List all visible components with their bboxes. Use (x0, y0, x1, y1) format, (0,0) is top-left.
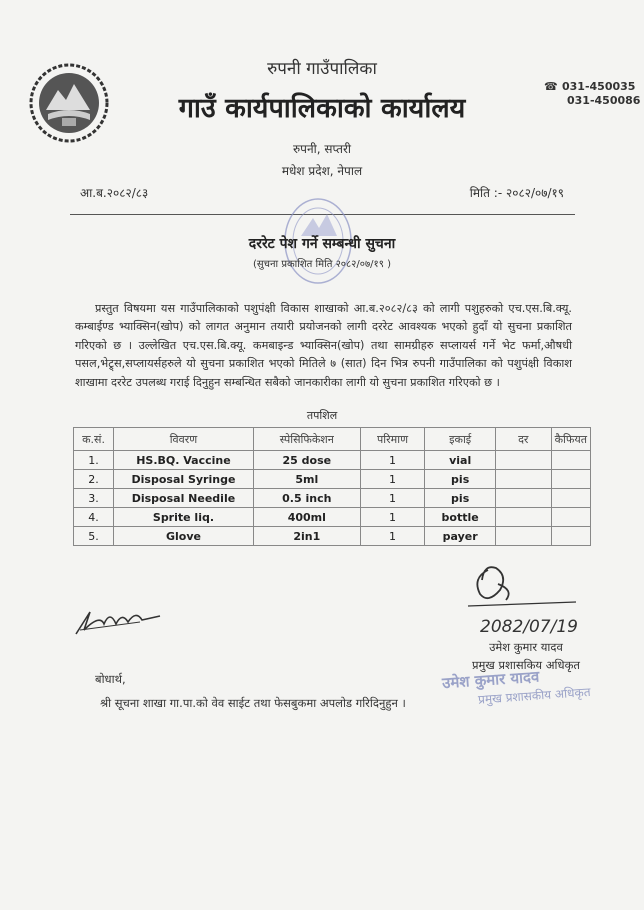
cell-sn: 4. (74, 508, 114, 527)
cell-spec: 400ml (253, 508, 360, 527)
cell-remarks (551, 508, 590, 527)
cell-sn: 3. (74, 489, 114, 508)
cell-spec: 0.5 inch (253, 489, 360, 508)
header-sn: क.सं. (74, 428, 114, 451)
reference-number: आ.ब.२०८२/८३ (80, 186, 149, 200)
cell-spec: 2in1 (253, 527, 360, 546)
phone-icon: ☎ (544, 80, 558, 93)
cell-item: Disposal Needile (114, 489, 254, 508)
cc-heading: बोधार्थ, (95, 672, 126, 686)
header-spec: स्पेसिफिकेशन (253, 428, 360, 451)
cell-unit: vial (425, 451, 496, 470)
table-header-row (74, 428, 591, 451)
municipality-name: रुपनी गाउँपालिका (267, 59, 377, 79)
cell-spec: 25 dose (253, 451, 360, 470)
cell-unit: pis (425, 470, 496, 489)
officer-signature (458, 560, 593, 642)
notice-subtitle: (सुचना प्रकाशित मिति २०८२/०७/१९ ) (252, 259, 392, 270)
table-row (74, 470, 591, 489)
cell-qty: 1 (360, 527, 425, 546)
cell-rate (495, 489, 551, 508)
cell-rate (495, 470, 551, 489)
cell-remarks (551, 489, 590, 508)
officer-name: उमेश कुमार यादव (489, 640, 563, 654)
header-unit: इकाई (425, 428, 496, 451)
notice-body: प्रस्तुत विषयमा यस गाउँपालिकाको पशुपंक्षी विकास शाखाको आ.ब.२०८२/८३ को लागी पशुहरुको एच.एस.बि.क्यू. कम्बाईण्ड भ्याक्सिन(खोप) को लागत अनुमान तयारी प्रयोजनको लागी दररेट आवश्यक भएको हुदाँ यो सुचना प्रकाशित गरिएको छ । उल्लेखित एच.एस.बि.क्यू. कमबाइन्ड भ्याक्सिन(खोप) तथा सामग्रीहरु सप्लायर्स गर्ने भेट फर्मा,औषधी पसल,भेट्र्स,सप्लायर्सहरुले यो सुचना प्रकाशित भएको मितिले ७ (सात) दिन भित्र रुपनी गाउँपालिका को पशुपंक्षी विकाश शाखामा दररेट उपलब्ध गराई दिनुहुन सम्बन्धित सबैको जानकारीका लागी यो सुचना प्रकाशित गरिएको छ । (75, 302, 572, 389)
office-name: गाउँ कार्यपालिकाको कार्यालय (178, 93, 466, 124)
cell-qty: 1 (360, 451, 425, 470)
notice-title: दररेट पेश गर्ने सम्बन्धी सुचना (248, 236, 396, 252)
table-row (74, 489, 591, 508)
table-caption: तपशिल (306, 409, 338, 422)
header-qty: परिमाण (360, 428, 425, 451)
cell-item: HS.BQ. Vaccine (114, 451, 254, 470)
cell-unit: pis (425, 489, 496, 508)
table-row (74, 508, 591, 527)
cc-line: श्री सूचना शाखा गा.पा.को वेव साईट तथा फेसबुकमा अपलोड गरिदिनुहुन । (100, 696, 406, 710)
table-row (74, 527, 591, 546)
officer-stamp (432, 668, 602, 713)
cell-sn: 1. (74, 451, 114, 470)
cell-sn: 5. (74, 527, 114, 546)
cell-remarks (551, 527, 590, 546)
cell-unit: bottle (425, 508, 496, 527)
cell-spec: 5ml (253, 470, 360, 489)
header-remarks: कैफियत (551, 428, 590, 451)
cell-qty: 1 (360, 508, 425, 527)
cell-remarks (551, 470, 590, 489)
header-item: विवरण (114, 428, 254, 451)
cell-rate (495, 508, 551, 527)
cell-unit: payer (425, 527, 496, 546)
cell-rate (495, 451, 551, 470)
left-signature (70, 600, 165, 642)
items-table (73, 427, 591, 546)
header-rate: दर (495, 428, 551, 451)
phone-block (544, 80, 644, 108)
cell-rate (495, 527, 551, 546)
handwritten-date: 2082/07/19 (480, 617, 578, 637)
phone-2: 031-450086 (567, 94, 641, 107)
issue-date: मिति :- २०८२/०७/१९ (469, 186, 564, 200)
phone-1: 031-450035 (562, 80, 636, 93)
stamp-name: उमेश कुमार यादव (441, 667, 540, 693)
office-location: रुपनी, सप्तरी (292, 142, 352, 156)
cell-sn: 2. (74, 470, 114, 489)
cell-item: Glove (114, 527, 254, 546)
cell-qty: 1 (360, 470, 425, 489)
office-province: मधेश प्रदेश, नेपाल (281, 164, 363, 178)
table-row (74, 451, 591, 470)
cell-item: Disposal Syringe (114, 470, 254, 489)
cell-item: Sprite liq. (114, 508, 254, 527)
cell-qty: 1 (360, 489, 425, 508)
cell-remarks (551, 451, 590, 470)
officer-title: प्रमुख प्रशासकिय अधिकृत (472, 658, 580, 672)
stamp-title: प्रमुख प्रशासकीय अधिकृत (477, 684, 591, 707)
